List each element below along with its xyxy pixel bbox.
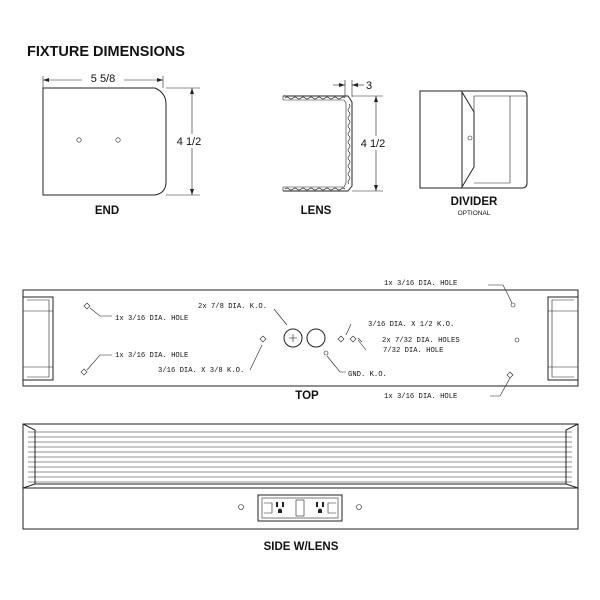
lens-outer: [283, 96, 352, 191]
end-label: END: [94, 205, 120, 217]
lens-ribs-side: [348, 104, 350, 184]
divider-view: [420, 91, 527, 217]
ko-78-right: [307, 329, 325, 347]
page-title: FIXTURE DIMENSIONS: [27, 44, 185, 60]
callout-holes-732: 2x 7/32 DIA. HOLES: [382, 337, 460, 345]
end-height-dim: 4 1/2: [176, 136, 202, 148]
callout-hole-732: 7/32 DIA. HOLE: [383, 347, 444, 355]
callout-ko-316x38: 3/16 DIA. X 3/8 K.O.: [158, 367, 245, 375]
divider-sublabel: OPTIONAL: [457, 210, 491, 217]
lens-view: [283, 80, 394, 217]
lens-height-dim: 4 1/2: [360, 138, 386, 150]
top-view: [23, 280, 578, 402]
end-width-dim: 5 5/8: [90, 73, 116, 85]
callout-hole-left-lower: 1x 3/16 DIA. HOLE: [115, 352, 189, 360]
divider-label: DIVIDER: [450, 196, 498, 208]
callout-hole-bottom-right: 1x 3/16 DIA. HOLE: [384, 393, 458, 401]
side-hole-right: [357, 505, 362, 510]
side-view: [23, 424, 578, 553]
side-body: [23, 424, 578, 529]
end-hole-right: [116, 138, 120, 142]
lens-depth-dim: 3: [366, 80, 373, 92]
lens-ribs-bottom: [285, 188, 345, 190]
top-body: [23, 290, 578, 386]
lens-label: LENS: [300, 205, 332, 217]
lens-ribs-top: [285, 97, 345, 99]
callout-hole-top-right: 1x 3/16 DIA. HOLE: [384, 280, 458, 288]
side-label: SIDE W/LENS: [263, 541, 339, 553]
callout-ko-316x12: 3/16 DIA. X 1/2 K.O.: [368, 321, 455, 329]
callout-ko-78: 2x 7/8 DIA. K.O.: [198, 303, 268, 311]
receptacle: [258, 495, 342, 521]
end-plate: [43, 88, 166, 195]
end-view: [43, 72, 208, 217]
side-lens-ribs: [28, 432, 572, 482]
end-hole-left: [77, 138, 81, 142]
top-label: TOP: [295, 390, 319, 402]
callout-hole-left-upper: 1x 3/16 DIA. HOLE: [115, 315, 189, 323]
side-hole-left: [239, 505, 244, 510]
callout-gnd-ko: GND. K.O.: [348, 371, 387, 379]
